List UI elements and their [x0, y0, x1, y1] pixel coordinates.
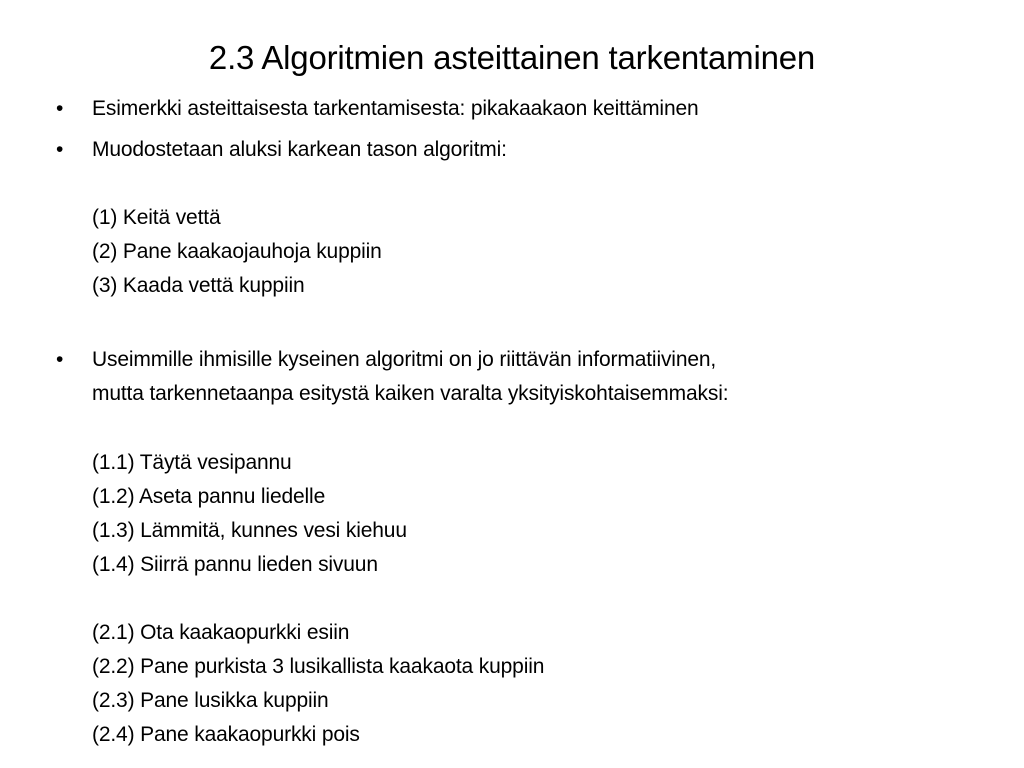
bullet-marker: •	[56, 348, 64, 371]
bullet-item	[56, 343, 729, 411]
step-item: (1.3) Lämmitä, kunnes vesi kiehuu	[92, 519, 407, 542]
step-list	[92, 201, 382, 303]
bullet-text: mutta tarkennetaanpa esitystä kaiken varalta yksityiskohtaisemmaksi:	[92, 382, 729, 405]
step-item: (2.4) Pane kaakaopurkki pois	[92, 723, 360, 746]
step-item: (1.2) Aseta pannu liedelle	[92, 485, 326, 508]
bullet-marker: •	[56, 138, 64, 161]
step-item: (3) Kaada vettä kuppiin	[92, 274, 305, 297]
slide-title: 2.3 Algoritmien asteittainen tarkentaminen	[208, 39, 816, 76]
step-list	[92, 446, 407, 582]
step-item: (1) Keitä vettä	[92, 206, 221, 229]
bullet-text: Useimmille ihmisille kyseinen algoritmi on jo riittävän informatiivinen,	[92, 348, 717, 371]
bullet-text: Muodostetaan aluksi karkean tason algoritmi:	[92, 138, 507, 161]
step-list	[92, 616, 544, 752]
step-item: (2.3) Pane lusikka kuppiin	[92, 689, 329, 712]
step-item: (2.2) Pane purkista 3 lusikallista kaakaota kuppiin	[92, 655, 545, 678]
step-item: (1.4) Siirrä pannu lieden sivuun	[92, 553, 378, 576]
bullet-item	[56, 92, 699, 126]
step-item: (2.1) Ota kaakaopurkki esiin	[92, 621, 350, 644]
step-item: (1.1) Täytä vesipannu	[92, 451, 292, 474]
step-item: (2) Pane kaakaojauhoja kuppiin	[92, 240, 382, 263]
bullet-marker: •	[56, 97, 64, 120]
bullet-text: Esimerkki asteittaisesta tarkentamisesta: pikakaakaon keittäminen	[92, 97, 699, 120]
bullet-item	[56, 133, 507, 167]
